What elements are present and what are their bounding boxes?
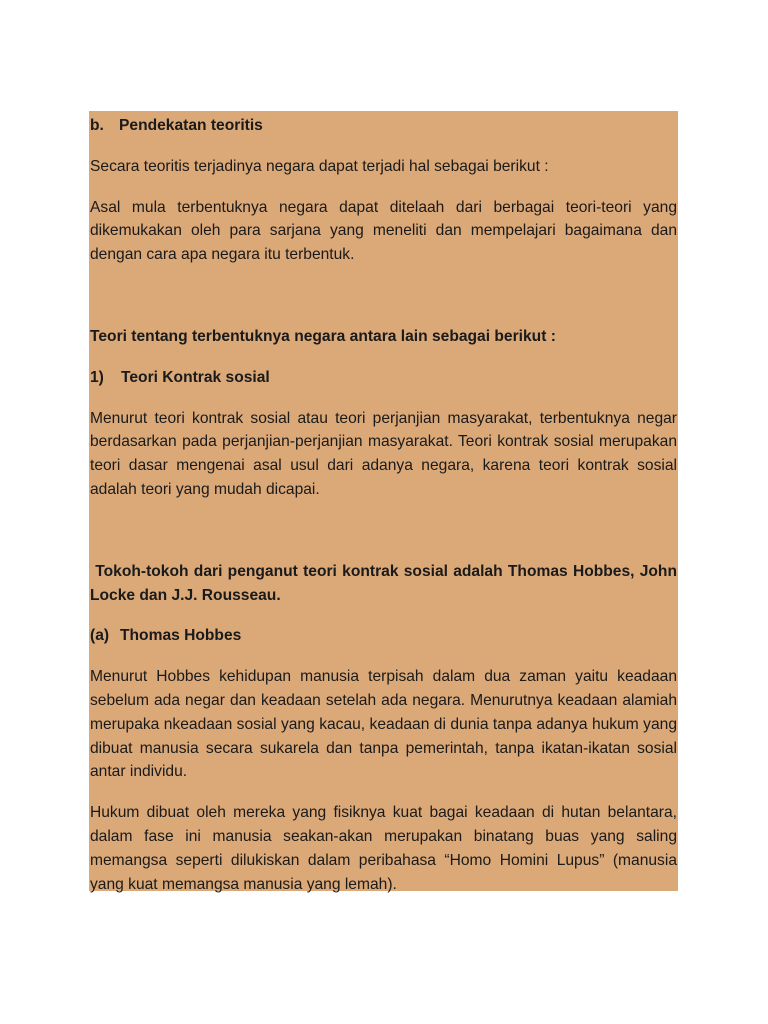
section-b-heading bbox=[89, 114, 678, 138]
theory-1-title: Teori Kontrak sosial bbox=[121, 368, 270, 386]
theory-1-heading bbox=[89, 366, 678, 390]
intro-paragraph: Secara teoritis terjadinya negara dapat terjadi hal sebagai berikut : bbox=[90, 157, 549, 175]
sub-a-marker: (a) bbox=[90, 627, 110, 645]
theories-heading: Teori tentang terbentuknya negara antara lain sebagai berikut : bbox=[90, 327, 556, 345]
figures-heading: Tokoh-tokoh dari penganut teori kontrak sosial adalah Thomas Hobbes, John Locke dan J.J. Rousseau. bbox=[90, 562, 682, 604]
sub-a-heading bbox=[89, 624, 678, 648]
contract-paragraph: Menurut teori kontrak sosial atau teori perjanjian masyarakat, terbentuknya negar berdasarkan pada perjanjian-perjanjian masyarakat. Teori kontrak sosial merupakan teori dasar mengenai asal usul dari adanya negara, karena teori kontrak sosial adalah teori yang mudah dicapai. bbox=[90, 409, 677, 498]
origin-paragraph: Asal mula terbentuknya negara dapat ditelaah dari berbagai teori-teori yang dikemukakan oleh para sarjana yang meneliti dan mempelajari bagaimana dan dengan cara apa negara itu terbentuk. bbox=[90, 198, 677, 264]
sub-a-title: Thomas Hobbes bbox=[120, 627, 242, 645]
document-content-box bbox=[89, 111, 682, 893]
theory-1-marker: 1) bbox=[90, 368, 104, 386]
hobbes-paragraph-2: Hukum dibuat oleh mereka yang fisiknya kuat bagai keadaan di hutan belantara, dalam fase ini manusia seakan-akan merupakan binatang buas yang saling memangsa seperti dilukiskan dalam peribahasa “Homo Homini Lupus” (manusia yang kuat memangsa manusia yang lemah). bbox=[90, 804, 677, 893]
hobbes-paragraph-1: Menurut Hobbes kehidupan manusia terpisah dalam dua zaman yaitu keadaan sebelum ada negar dan keadaan setelah ada negara. Menurutnya keadaan alamiah merupaka nkeadaan sosial yang kacau, keadaan di dunia tanpa adanya hukum yang dibuat manusia secara sukarela dan tanpa pemerintah, tanpa ikatan-ikatan sosial antar individu. bbox=[90, 668, 677, 781]
section-b-title: Pendekatan teoritis bbox=[119, 117, 263, 134]
section-b-marker: b. bbox=[90, 117, 104, 134]
